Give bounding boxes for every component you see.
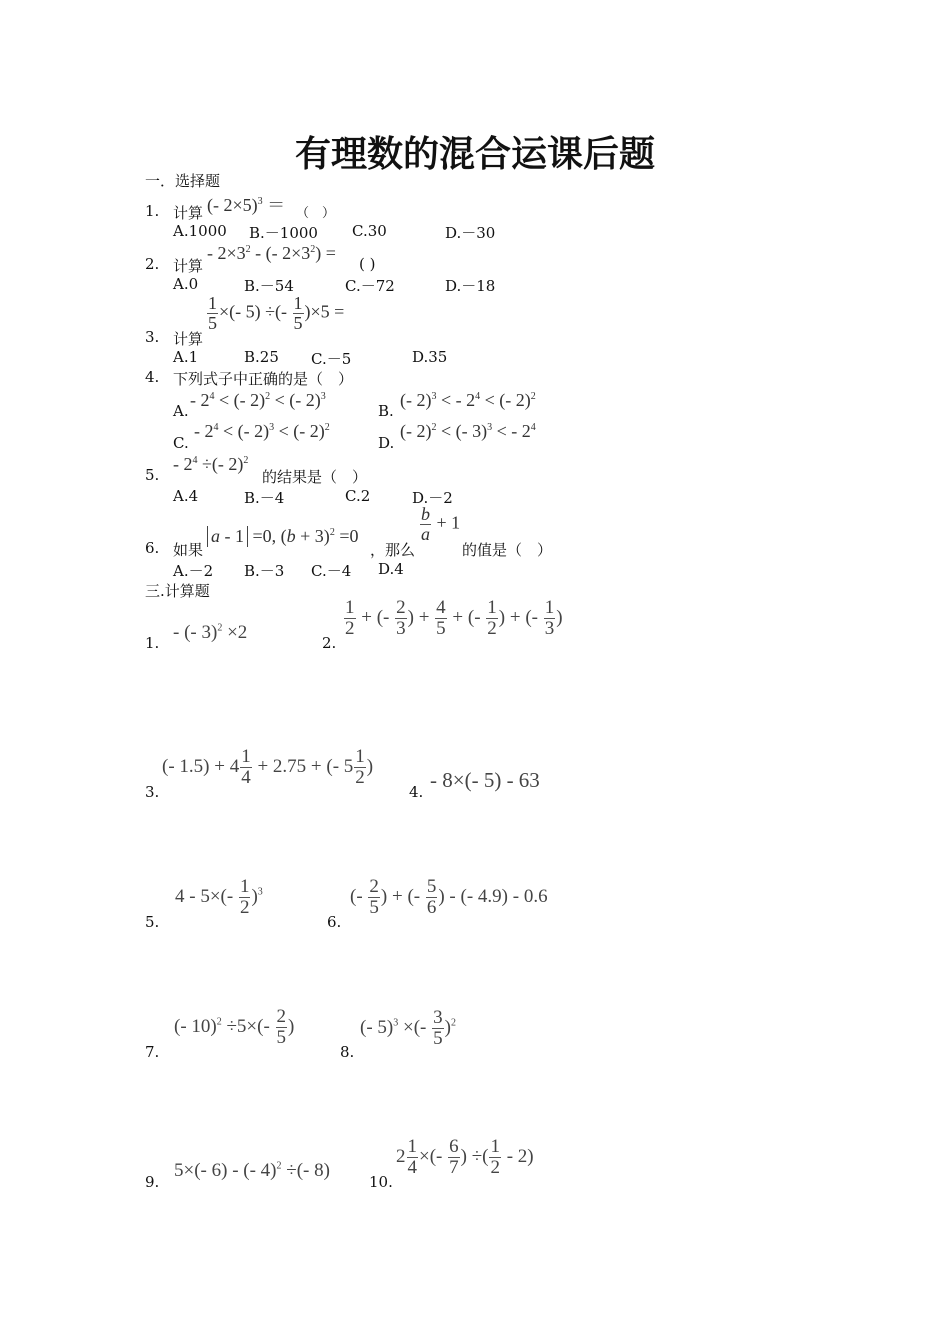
question-3-option-a: A.1 [173,348,199,366]
question-6-option-d: D.4 [378,560,404,578]
question-1-option-b: B.－1000 [249,224,318,242]
question-6-condition: a - 1 =0, $(b + 3)^2 =0$ [207,526,358,547]
calc-8-expression: (- 5)$^3$ ×(- $\frac{3}{5}$ )$^2$ [360,1007,456,1049]
question-6-number: 6. [145,539,160,557]
question-3-prefix: 计算 [173,330,204,348]
calc-6-expression: (- $\frac{2}{5}$ ) + (- $\frac{5}{6}$ ) - (- 4.9) - 0.6 [350,876,548,918]
question-6-mid: ，那么 [370,541,416,559]
question-2-number: 2. [145,255,160,273]
question-1-option-c: C.30 [352,222,387,240]
question-5-option-a: A.4 [173,487,199,505]
question-1-option-d: D.－30 [445,224,496,242]
question-2-expression: - $2\times 3^2$ - (- $2\times 3^2$) = [207,243,336,263]
question-2-blank: ( ) [359,255,376,273]
question-6-option-b: B.－3 [244,562,285,580]
question-6-option-c: C.－4 [311,562,352,580]
section-heading-choice: 一．选择题 [145,172,221,190]
calc-8-number: 8. [340,1043,355,1061]
question-3-option-b: B.25 [244,348,279,366]
question-6-expression: $\frac{b}{a}$ + 1 [421,504,461,544]
calc-3-expression: (- 1.5) + 4 $\frac{1}{4}$ + 2.75 + (- 5 $\frac{1}{2}$ ) [162,746,374,788]
question-1-expression: (- 2×5)$^3$ ＝ [207,195,286,215]
question-4-text: 下列式子中正确的是（ ） [173,370,354,388]
question-3-expression: $\frac{1}{5}$ ×(- 5) ÷(- $\frac{1}{5}$ )×5 = [208,293,345,333]
question-2-option-b: B.－54 [244,277,294,295]
question-4-label-a: A. [173,402,189,420]
calc-2-expression: $\frac{1}{2}$ + (- $\frac{2}{3}$ ) + $\frac{4}{5}$ + (- $\frac{1}{2}$ ) + (- $\frac{1}{3}$ ) [345,597,563,639]
calc-3-number: 3. [145,783,160,801]
calc-5-number: 5. [145,913,160,931]
calc-10-number: 10. [369,1173,393,1191]
calc-5-expression: 4 - 5×(- $\frac{1}{2}$ )$^3$ [175,876,263,918]
question-5-expression: - $2^4$ ÷(- 2)$^2$ [173,454,249,474]
question-1-blank: （ ） [296,206,336,221]
page-title: 有理数的混合运课后题 [294,134,655,175]
question-1-number: 1. [145,202,160,220]
question-5-number: 5. [145,466,160,484]
question-4-label-b: B. [378,402,394,420]
calc-9-number: 9. [145,1173,160,1191]
question-3-option-d: D.35 [412,348,448,366]
question-5-option-d: D.－2 [412,489,453,507]
calc-9-expression: 5×(- 6) - (- 4)$^2$ ÷(- 8) [174,1160,330,1181]
calc-4-expression: - 8×(- 5) - 63 [430,768,540,792]
question-5-option-c: C.2 [345,487,371,505]
question-6-suffix: 的值是（ ） [462,541,553,559]
question-6-option-a: A.－2 [173,562,214,580]
question-2-prefix: 计算 [173,257,204,275]
section-heading-calculation: 三.计算题 [145,582,210,600]
question-3-number: 3. [145,328,160,346]
calc-7-expression: (- 10)$^2$ ÷5×(- $\frac{2}{5}$ ) [174,1006,295,1048]
question-4-option-a-expression: - $2^4$ < (- 2)$^2$ < (- 2)$^3$ [190,390,326,410]
calc-2-number: 2. [322,634,337,652]
question-4-label-d: D. [378,434,395,452]
calc-7-number: 7. [145,1043,160,1061]
calc-1-number: 1. [145,634,160,652]
question-1-option-a: A.1000 [173,222,227,240]
question-4-label-c: C. [173,434,189,452]
calc-10-expression: 2 $\frac{1}{4}$ ×(- $\frac{6}{7}$ ) ÷( $\frac{1}{2}$ - 2) [396,1136,534,1178]
question-6-prefix: 如果 [173,541,204,559]
question-2-option-d: D.－18 [445,277,496,295]
question-2-option-c: C.－72 [345,277,395,295]
question-5-suffix: 的结果是（ ） [262,468,368,486]
question-5-option-b: B.－4 [244,489,285,507]
question-4-option-d-expression: (- 2)$^2$ < (- 3)$^3$ < - $2^4$ [400,421,536,441]
question-2-option-a: A.0 [173,275,199,293]
question-3-option-c: C.－5 [311,350,352,368]
calc-1-expression: - (- 3)$^2$ ×2 [173,622,248,643]
question-4-option-b-expression: (- 2)$^3$ < - $2^4$ < (- 2)$^2$ [400,390,536,410]
question-1-prefix: 计算 [173,204,204,222]
question-4-number: 4. [145,368,160,386]
calc-4-number: 4. [409,783,424,801]
question-4-option-c-expression: - $2^4$ < (- 2)$^3$ < (- 2)$^2$ [194,421,330,441]
calc-6-number: 6. [327,913,342,931]
